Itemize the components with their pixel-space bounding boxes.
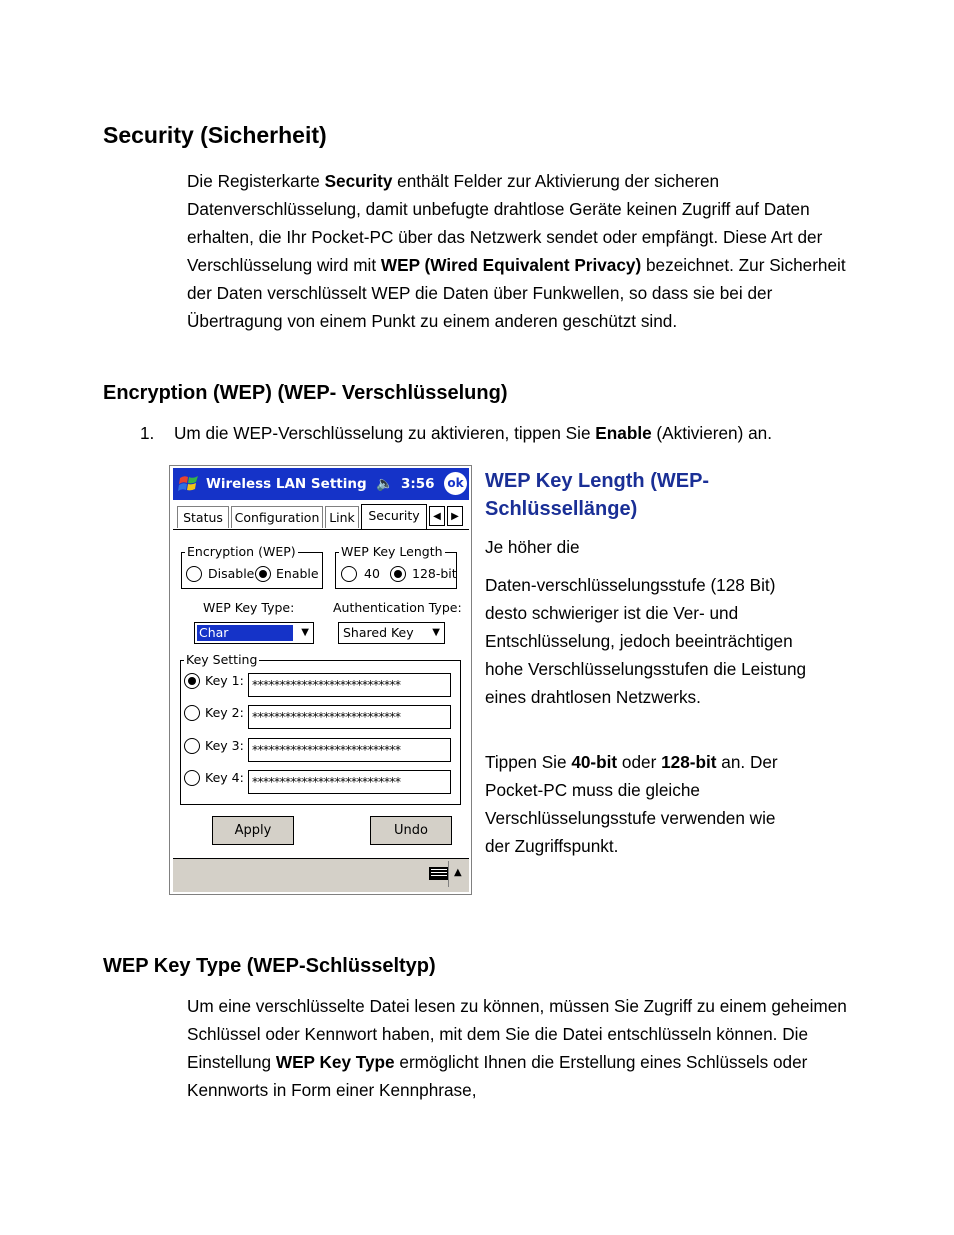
tab-security[interactable]: Security bbox=[361, 504, 427, 530]
apply-button[interactable]: Apply bbox=[212, 816, 294, 845]
section-title-security: Security (Sicherheit) bbox=[103, 122, 327, 148]
text-span: oder bbox=[617, 752, 662, 772]
undo-button[interactable]: Undo bbox=[370, 816, 452, 845]
input-panel-bar bbox=[173, 859, 469, 892]
len40-radio[interactable] bbox=[341, 566, 357, 582]
enable-radio[interactable] bbox=[255, 566, 271, 582]
bold-term: WEP Key Type bbox=[275, 1052, 395, 1072]
section-title-encryption: Encryption (WEP) (WEP- Verschlüsselung) bbox=[103, 382, 508, 404]
tab-bar bbox=[175, 504, 469, 530]
bold-term: 40-bit bbox=[571, 752, 618, 772]
keyboard-icon[interactable] bbox=[429, 867, 449, 880]
title-bar bbox=[173, 468, 469, 500]
wep-key-length-p1: Je höher die bbox=[485, 537, 580, 557]
key3-field[interactable]: *************************** bbox=[248, 738, 451, 762]
tab-divider bbox=[173, 529, 469, 530]
tab-scroll-left-icon[interactable]: ◀ bbox=[429, 506, 445, 526]
key2-field[interactable]: *************************** bbox=[248, 705, 451, 729]
windows-start-icon[interactable] bbox=[177, 472, 201, 496]
len128-label: 128-bit bbox=[412, 566, 457, 581]
clock[interactable]: 3:56 bbox=[401, 476, 435, 492]
pocketpc-screenshot bbox=[169, 465, 472, 895]
keylength-group-label: WEP Key Length bbox=[341, 544, 443, 559]
security-paragraph bbox=[187, 167, 847, 335]
enable-label: Enable bbox=[276, 566, 319, 581]
keytype-label: WEP Key Type: bbox=[203, 600, 295, 615]
bold-term: Security bbox=[324, 171, 393, 191]
len40-label: 40 bbox=[364, 566, 380, 581]
auth-dropdown[interactable] bbox=[338, 622, 445, 644]
text-span: an. Der Pocket-PC muss die gleiche Verschlüsselungsstufe verwenden wie der Zugriffspunkt. bbox=[485, 752, 778, 856]
step-number: 1. bbox=[140, 423, 155, 443]
wep-key-length-p2: Daten-verschlüsselungsstufe (128 Bit) desto schwieriger ist die Ver- und Entschlüsselung, jedoch beeinträchtigen hohe Verschlüsselungsstufen die Leistung eines drahtlosen Netzwerks. bbox=[485, 575, 807, 707]
key1-label: Key 1: bbox=[205, 673, 244, 688]
wep-key-length-p3 bbox=[485, 748, 795, 860]
tab-link[interactable]: Link bbox=[325, 506, 359, 528]
step-1 bbox=[140, 420, 772, 446]
speaker-icon[interactable]: 🔈 bbox=[376, 476, 394, 492]
divider bbox=[448, 861, 449, 887]
tab-status[interactable]: Status bbox=[177, 506, 229, 528]
key4-radio[interactable] bbox=[184, 770, 200, 786]
text-span: bezeichnet. Zur Sicherheit der Daten verschlüsselt WEP die Daten über Funkwellen, so dass sie bei der Übertragung von einem Punkt zu einem anderen geschützt sind. bbox=[187, 255, 846, 331]
text-span: Um eine verschlüsselte Datei lesen zu können, müssen Sie Zugriff zu einem geheimen Schlüssel oder Kennwort haben, mit dem Sie die Datei entschlüsseln können. Die Einstellung bbox=[187, 996, 847, 1072]
disable-radio[interactable] bbox=[186, 566, 202, 582]
keysetting-group-label: Key Setting bbox=[186, 652, 258, 667]
auth-label: Authentication Type: bbox=[333, 600, 462, 615]
window-title: Wireless LAN Setting bbox=[206, 476, 367, 492]
tab-configuration[interactable]: Configuration bbox=[231, 506, 323, 528]
key1-radio[interactable] bbox=[184, 673, 200, 689]
section-title-keytype: WEP Key Type (WEP-Schlüsseltyp) bbox=[103, 955, 436, 977]
auth-value: Shared Key bbox=[343, 625, 414, 640]
len128-radio[interactable] bbox=[390, 566, 406, 582]
key2-radio[interactable] bbox=[184, 705, 200, 721]
keytype-dropdown[interactable] bbox=[194, 622, 314, 644]
keytype-value: Char bbox=[197, 625, 293, 641]
text-span: Um die WEP-Verschlüsselung zu aktivieren, tippen Sie bbox=[174, 423, 596, 443]
bold-term: Enable bbox=[595, 423, 652, 443]
key1-field[interactable]: *************************** bbox=[248, 673, 451, 697]
disable-label: Disable bbox=[208, 566, 255, 581]
text-span: Die Registerkarte bbox=[187, 171, 325, 191]
bold-term: WEP (Wired Equivalent Privacy) bbox=[380, 255, 642, 275]
keytype-paragraph bbox=[187, 992, 847, 1104]
chevron-down-icon: ▼ bbox=[432, 627, 440, 638]
input-menu-arrow-icon[interactable]: ▲ bbox=[454, 867, 462, 878]
encryption-group-label: Encryption (WEP) bbox=[187, 544, 296, 559]
key4-field[interactable]: *************************** bbox=[248, 770, 451, 794]
key4-label: Key 4: bbox=[205, 770, 244, 785]
text-span: ermöglicht Ihnen die Erstellung eines Schlüssels oder Kennworts in Form einer Kennphrase, bbox=[187, 1052, 808, 1100]
wep-key-length-heading: WEP Key Length (WEP-Schlüssellänge) bbox=[485, 470, 710, 520]
key3-label: Key 3: bbox=[205, 738, 244, 753]
text-span: Tippen Sie bbox=[485, 752, 572, 772]
chevron-down-icon: ▼ bbox=[301, 627, 309, 638]
ok-button[interactable]: ok bbox=[444, 472, 467, 495]
text-span: (Aktivieren) an. bbox=[651, 423, 773, 443]
bold-term: 128-bit bbox=[661, 752, 717, 772]
key3-radio[interactable] bbox=[184, 738, 200, 754]
key2-label: Key 2: bbox=[205, 705, 244, 720]
text-span: enthält Felder zur Aktivierung der sicheren Datenverschlüsselung, damit unbefugte drahtlose Geräte keinen Zugriff auf Daten erhalten, die Ihr Pocket-PC über das Netzwerk sendet oder empfängt. Diese Art der Verschlüsselung wird mit bbox=[187, 171, 823, 275]
tab-scroll-right-icon[interactable]: ▶ bbox=[447, 506, 463, 526]
